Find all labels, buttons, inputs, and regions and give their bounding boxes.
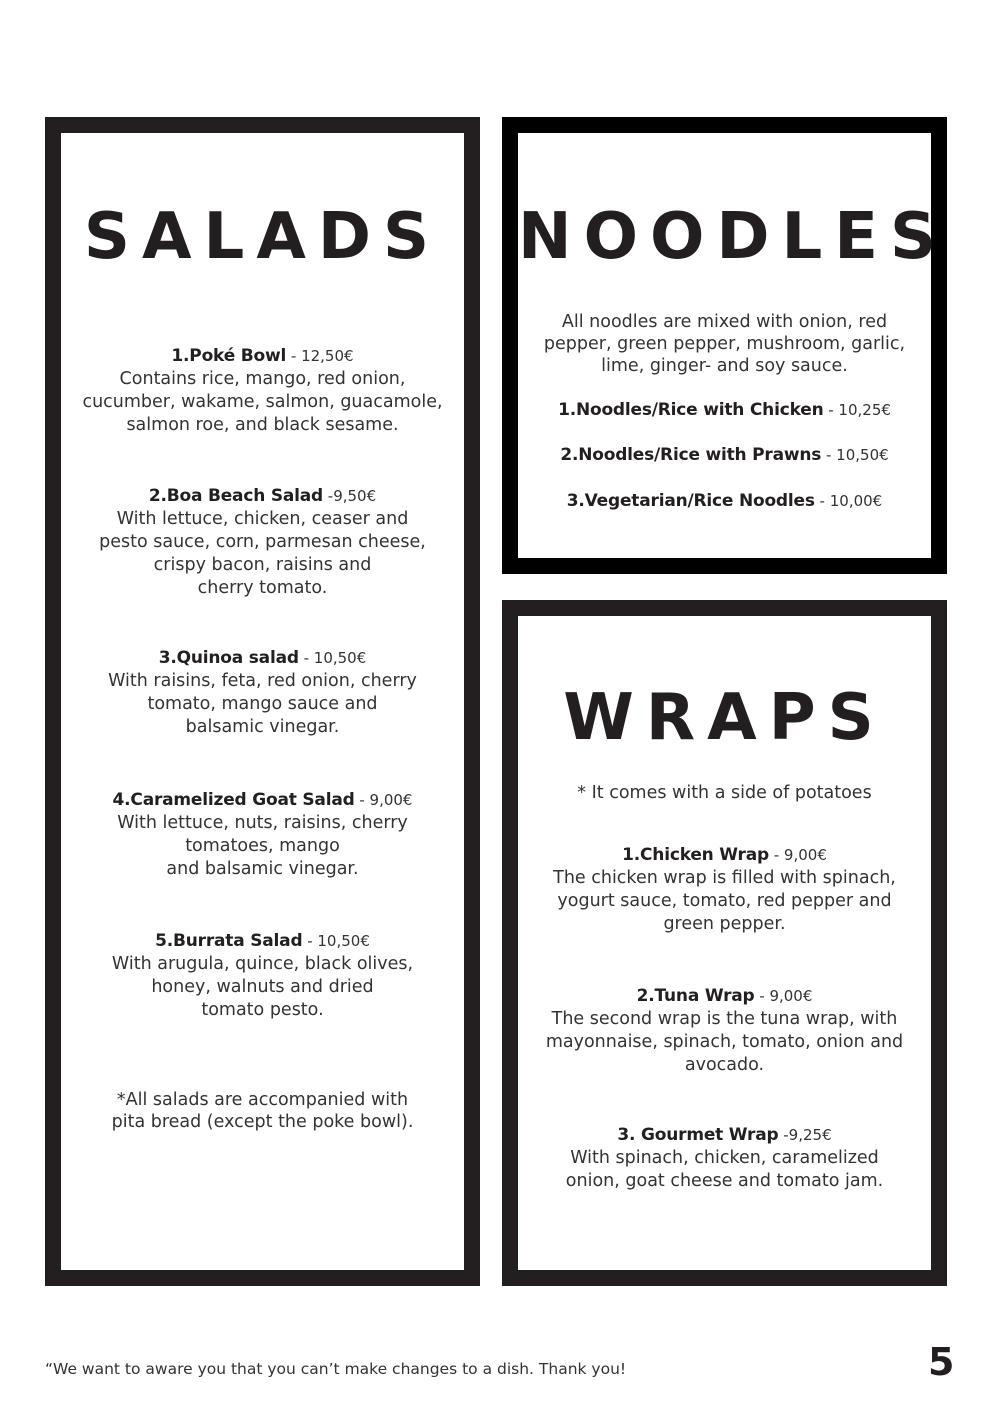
item-desc-line: tomatoes, mango [185, 836, 340, 856]
menu-item [522, 399, 927, 422]
item-desc-line: tomato, mango sauce and [147, 694, 378, 714]
item-desc-line: and balsamic vinegar. [166, 859, 359, 879]
item-desc-line: With raisins, feta, red onion, cherry [108, 671, 417, 691]
item-desc-line: cherry tomato. [197, 578, 328, 598]
salads-note [81, 1089, 444, 1133]
item-price: - 9,00€ [754, 987, 813, 1005]
item-price: - 12,50€ [286, 347, 354, 365]
menu-item [65, 789, 460, 881]
salads-panel [45, 117, 480, 1286]
menu-item [65, 930, 460, 1022]
item-desc-line: With spinach, chicken, caramelized [570, 1148, 879, 1168]
menu-item [522, 490, 927, 513]
intro-line: All noodles are mixed with onion, red [561, 312, 888, 332]
item-price: - 10,50€ [821, 446, 889, 464]
item-name: 3.Quinoa salad [158, 648, 299, 668]
item-desc-line: mayonnaise, spinach, tomato, onion and [545, 1032, 904, 1052]
item-price: - 10,25€ [823, 401, 891, 419]
item-desc-line: honey, walnuts and dried [151, 977, 374, 997]
note-line: *All salads are accompanied with [116, 1090, 409, 1110]
item-desc-line: salmon roe, and black sesame. [126, 415, 399, 435]
item-name: 2.Boa Beach Salad [148, 486, 324, 506]
footer-note: “We want to aware you that you can’t make changes to a dish. Thank you! [45, 1360, 627, 1378]
item-name: 2.Noodles/Rice with Prawns [560, 445, 822, 465]
item-name: 3.Vegetarian/Rice Noodles [566, 491, 815, 511]
noodles-intro [532, 311, 917, 377]
item-desc-line: Contains rice, mango, red onion, [119, 369, 406, 389]
menu-item [65, 647, 460, 739]
item-desc-line: The chicken wrap is filled with spinach, [553, 868, 896, 888]
item-name: 1.Poké Bowl [171, 346, 287, 366]
item-desc-line: balsamic vinegar. [185, 717, 340, 737]
item-name: 1.Noodles/Rice with Chicken [558, 400, 824, 420]
item-price: - 9,00€ [354, 791, 413, 809]
item-desc-line: With lettuce, chicken, ceaser and [116, 509, 409, 529]
wraps-panel [502, 600, 947, 1286]
item-desc-line: crispy bacon, raisins and [153, 555, 372, 575]
item-desc-line: green pepper. [663, 914, 786, 934]
item-price: - 10,00€ [814, 492, 883, 510]
noodles-panel [502, 117, 947, 574]
item-desc-line: With lettuce, nuts, raisins, cherry [117, 813, 408, 833]
intro-line: pepper, green pepper, mushroom, garlic, [543, 334, 906, 354]
item-desc-line: tomato pesto. [201, 1000, 324, 1020]
item-name: 1.Chicken Wrap [622, 845, 769, 865]
item-name: 2.Tuna Wrap [636, 986, 755, 1006]
item-price: - 9,00€ [768, 846, 827, 864]
item-desc-line: avocado. [684, 1055, 765, 1075]
menu-item [522, 444, 927, 467]
noodles-title: NOODLES [518, 200, 949, 274]
item-desc-line: With arugula, quince, black olives, [111, 954, 414, 974]
menu-item [65, 485, 460, 600]
wraps-title: WRAPS [563, 681, 886, 755]
item-name: 4.Caramelized Goat Salad [112, 790, 355, 810]
salads-title: SALADS [83, 200, 442, 274]
item-desc-line: cucumber, wakame, salmon, guacamole, [82, 392, 443, 412]
item-desc-line: onion, goat cheese and tomato jam. [565, 1171, 884, 1191]
item-price: -9,25€ [778, 1126, 832, 1144]
menu-item [65, 345, 460, 437]
page-number: 5 [928, 1340, 955, 1384]
item-desc-line: pesto sauce, corn, parmesan cheese, [99, 532, 426, 552]
menu-item [522, 844, 927, 936]
item-price: - 10,50€ [298, 649, 367, 667]
wraps-note: * It comes with a side of potatoes [577, 783, 872, 803]
item-name: 3. Gourmet Wrap [617, 1125, 779, 1145]
item-desc-line: yogurt sauce, tomato, red pepper and [557, 891, 892, 911]
note-line: pita bread (except the poke bowl). [111, 1112, 414, 1132]
item-name: 5.Burrata Salad [155, 931, 303, 951]
menu-item [522, 1124, 927, 1193]
item-price: -9,50€ [323, 487, 377, 505]
intro-line: lime, ginger- and soy sauce. [601, 356, 848, 376]
item-desc-line: The second wrap is the tuna wrap, with [551, 1009, 898, 1029]
menu-item [522, 985, 927, 1077]
item-price: - 10,50€ [302, 932, 370, 950]
